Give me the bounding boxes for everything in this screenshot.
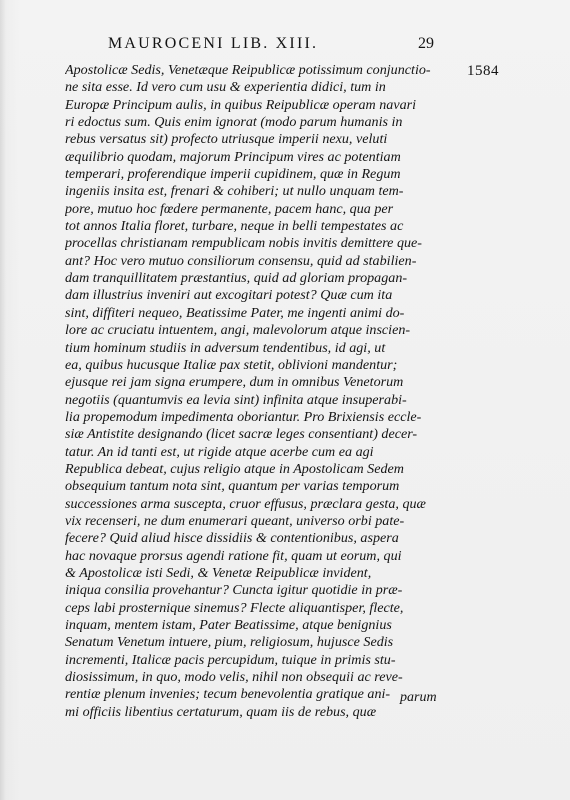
body-text	[65, 62, 455, 721]
text-line: ceps labi prosternique sinemus? Flecte aliquantisper, flecte,	[65, 599, 404, 616]
text-line: obsequium tantum nota sint, quantum per varias temporum	[65, 478, 400, 495]
text-line: Senatum Venetum intuere, pium, religiosum, hujusce Sedis	[65, 634, 394, 651]
text-line: inquam, mentem istam, Pater Beatissime, atque benignius	[65, 617, 392, 633]
text-line: lia propemodum impedimenta oboriantur. Pro Brixiensis eccle-	[65, 408, 422, 425]
text-line: negotiis (quantumvis ea levia sint) infinita atque insuperabi-	[65, 391, 407, 408]
text-line: ingeniis insita est, frenari & cohiberi; ut nullo unquam tem-	[65, 183, 404, 200]
text-line: diosissimum, in quo, modo velis, nihil non obsequii ac reve-	[65, 669, 403, 686]
text-line: iniqua consilia provehantur? Cuncta igitur quotidie in præ-	[65, 582, 403, 599]
text-line: tium hominum studiis in adversum tendentibus, id agi, ut	[65, 339, 386, 356]
text-line: lore ac cruciatu intuentem, angi, malevolorum atque inscien-	[65, 322, 411, 339]
text-line: tatur. An id tanti est, ut rigide atque acerbe cum ea agi	[65, 443, 374, 460]
text-line: siæ Antistite designando (licet sacræ leges consentiant) decer-	[65, 426, 418, 443]
text-line: tot annos Italia floret, turbare, neque in belli tempestates ac	[65, 218, 404, 235]
text-line: dam illustrius inveniri aut excogitari potest? Quæ cum ita	[65, 287, 393, 304]
catchword: parum	[400, 690, 437, 705]
text-line: ne sita esse. Id vero cum usu & experientia didici, tum in	[65, 79, 386, 96]
text-line: sint, diffiteri nequeo, Beatissime Pater, me ingenti animi do-	[65, 304, 405, 321]
text-line: Apostolicæ Sedis, Venetæque Reipublicæ potissimum conjunctio-	[65, 62, 431, 78]
text-line: ea, quibus hucusque Italiæ pax stetit, oblivioni mandentur;	[65, 356, 398, 373]
text-line: ejusque rei jam signa erumpere, dum in omnibus Venetorum	[65, 374, 404, 391]
text-line: rentiæ plenum invenies; tecum benevolentia gratique ani-	[65, 686, 391, 703]
text-line: ri edoctus sum. Quis enim ignorat (modo parum humanis in	[65, 114, 403, 131]
text-line: dam tranquillitatem præstantius, quid ad gloriam propagan-	[65, 270, 408, 287]
text-line: æquilibrio quodam, majorum Principum vires ac potentiam	[65, 148, 401, 165]
text-line: vix recenseri, ne dum enumerari queant, universo orbi pate-	[65, 512, 405, 529]
running-head: MAUROCENI LIB. XIII.	[108, 35, 319, 52]
text-line: fecere? Quid aliud hisce dissidiis & contentionibus, aspera	[65, 530, 399, 547]
page-number: 29	[418, 35, 434, 52]
text-line: temperari, proferendique imperii cupidinem, quæ in Regum	[65, 166, 401, 183]
text-line: successiones arma suscepta, cruor effusus, præclara gesta, quæ	[65, 495, 426, 512]
text-line: procellas christianam rempublicam nobis invitis demittere que-	[65, 235, 422, 252]
text-line: incrementi, Italicæ pacis percupidum, tuique in primis stu-	[65, 651, 396, 668]
text-line: Europæ Principum aulis, in quibus Reipublicæ operam navari	[65, 96, 417, 113]
text-line: & Apostolicæ isti Sedi, & Venetæ Reipublicæ invident,	[65, 564, 372, 581]
margin-year-note: 1584	[467, 63, 499, 79]
text-line: hac novaque prorsus agendi ratione fit, quam ut eorum, qui	[65, 547, 402, 564]
text-line: Republica debeat, cujus religio atque in Apostolicam Sedem	[65, 460, 404, 477]
text-line: mi officiis libentius certaturum, quam iis de rebus, quæ	[65, 703, 377, 720]
text-line: ant? Hoc vero mutuo consiliorum consensu, quid ad stabilien-	[65, 252, 417, 269]
text-line: rebus versatus sit) profecto utriusque imperii nexu, veluti	[65, 131, 388, 148]
text-line: pore, mutuo hoc fœdere permanente, pacem hanc, qua per	[65, 200, 394, 217]
